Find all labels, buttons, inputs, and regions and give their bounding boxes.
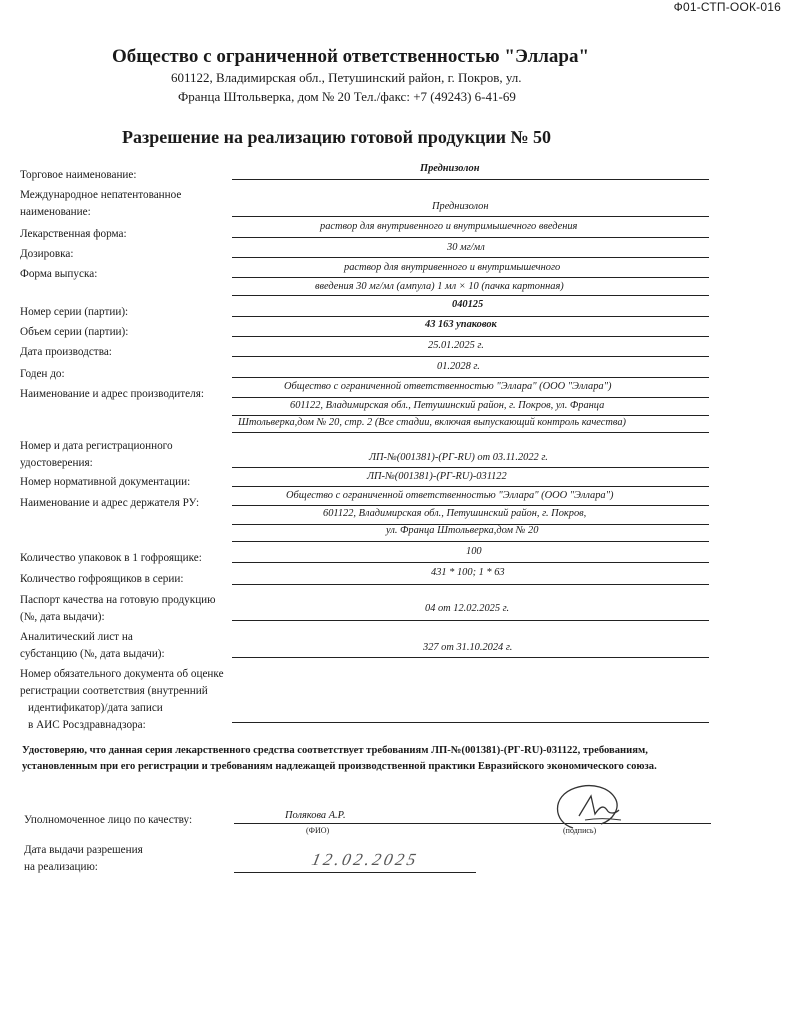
conformity-label-line-4: в АИС Росздравнадзора: (28, 719, 146, 731)
expiry-value: 01.2028 г. (437, 361, 480, 372)
batch-number-value: 040125 (452, 299, 484, 310)
holder-value-line-1: Общество с ограниченной ответственностью "Эллара" (ООО "Эллара") (286, 490, 614, 501)
passport-rule (232, 620, 709, 621)
issue-date-label-line-1: Дата выдачи разрешения (24, 844, 143, 856)
release-form-value-line-2: введения 30 мг/мл (ампула) 1 мл × 10 (пачка картонная) (315, 281, 564, 292)
manufacturer-rule-1 (232, 397, 709, 398)
dosage-value: 30 мг/мл (447, 242, 485, 253)
dosage-label: Дозировка: (20, 248, 74, 260)
trade-name-value: Преднизолон (420, 163, 480, 174)
normative-doc-value: ЛП-№(001381)-(РГ-RU)-031122 (367, 471, 507, 482)
boxes-in-batch-rule (232, 584, 709, 585)
expiry-label: Годен до: (20, 368, 65, 380)
dosage-form-label: Лекарственная форма: (20, 228, 127, 240)
batch-volume-value: 43 163 упаковок (425, 319, 497, 330)
trade-name-rule (232, 179, 709, 180)
batch-volume-label: Объем серии (партии): (20, 326, 129, 338)
passport-label-line-1: Паспорт качества на готовую продукцию (20, 594, 216, 606)
document-title: Разрешение на реализацию готовой продукции № 50 (122, 127, 552, 147)
passport-value: 04 от 12.02.2025 г. (425, 603, 510, 614)
holder-label: Наименование и адрес держателя РУ: (20, 497, 200, 509)
inn-value: Преднизолон (432, 201, 489, 212)
batch-volume-rule (232, 336, 709, 337)
conformity-label-line-3: идентификатор)/дата записи (28, 702, 163, 714)
dosage-form-value: раствор для внутривенного и внутримышечного введения (320, 221, 578, 232)
qualified-person-name: Полякова А.Р. (285, 810, 346, 821)
certification-statement: Удостоверяю, что данная серия лекарственного средства соответствует требованиям ЛП-№(001381)-(РГ-RU)-031122, требованиям, установленным при его регистрации и требованиям надлежащей производственной практики Евразийского экономического союза. (22, 745, 657, 772)
release-form-rule-1 (232, 277, 709, 278)
registration-rule (232, 467, 709, 468)
company-address-line-1: 601122, Владимирская обл., Петушинский район, г. Покров, ул. (171, 70, 522, 85)
production-date-label: Дата производства: (20, 346, 112, 358)
analytical-rule (232, 657, 709, 658)
packs-per-box-label: Количество упаковок в 1 гофроящике: (20, 552, 202, 564)
manufacturer-value-line-3: Штольверка,дом № 20, стр. 2 (Все стадии, включая выпускающий контроль качества) (238, 417, 626, 428)
packs-per-box-rule (232, 562, 709, 563)
company-address-line-2: Франца Штольверка, дом № 20 Тел./факс: +7 (49243) 6-41-69 (178, 89, 516, 104)
analytical-label-line-1: Аналитический лист на (20, 631, 133, 643)
production-date-value: 25.01.2025 г. (428, 340, 484, 351)
analytical-label-line-2: субстанцию (№, дата выдачи): (20, 648, 165, 660)
boxes-in-batch-label: Количество гофроящиков в серии: (20, 573, 184, 585)
holder-value-line-2: 601122, Владимирская обл., Петушинский район, г. Покров, (323, 508, 587, 519)
signoff-rule (234, 823, 711, 824)
dosage-rule (232, 257, 709, 258)
normative-doc-label: Номер нормативной документации: (20, 476, 191, 488)
registration-value: ЛП-№(001381)-(РГ-RU) от 03.11.2022 г. (369, 452, 548, 463)
manufacturer-label: Наименование и адрес производителя: (20, 388, 204, 400)
conformity-label-line-1: Номер обязательного документа об оценке (20, 668, 224, 680)
production-date-rule (232, 356, 709, 357)
issue-date-label-line-2: на реализацию: (24, 861, 98, 873)
inn-label-line-2: наименование: (20, 206, 91, 218)
manufacturer-value-line-1: Общество с ограниченной ответственностью "Эллара" (ООО "Эллара") (284, 381, 612, 392)
registration-label-line-1: Номер и дата регистрационного (20, 440, 173, 452)
name-caption: (ФИО) (306, 826, 330, 835)
packs-per-box-value: 100 (466, 546, 482, 557)
trade-name-label: Торговое наименование: (20, 169, 137, 181)
expiry-rule (232, 377, 709, 378)
batch-number-rule (232, 316, 709, 317)
analytical-value: 327 от 31.10.2024 г. (423, 642, 513, 653)
holder-rule-3 (232, 541, 709, 542)
company-name: Общество с ограниченной ответственностью "Эллара" (112, 46, 590, 67)
signature-mark (545, 774, 635, 834)
registration-label-line-2: удостоверения: (20, 457, 93, 469)
release-form-value-line-1: раствор для внутривенного и внутримышечного (344, 262, 561, 273)
boxes-in-batch-value: 431 * 100; 1 * 63 (431, 567, 505, 578)
manufacturer-rule-3 (232, 432, 709, 433)
qualified-person-label: Уполномоченное лицо по качеству: (24, 814, 193, 826)
release-form-rule-2 (232, 295, 709, 296)
conformity-rule (232, 722, 709, 723)
manufacturer-value-line-2: 601122, Владимирская обл., Петушинский район, г. Покров, ул. Франца (290, 400, 605, 411)
issue-date-handwritten: 12.02.2025 (310, 850, 421, 869)
dosage-form-rule (232, 237, 709, 238)
conformity-label-line-2: регистрации соответствия (внутренний (20, 685, 208, 697)
holder-rule-1 (232, 505, 709, 506)
document-code: Ф01-СТП-ООК-016 (673, 0, 781, 14)
inn-label-line-1: Международное непатентованное (20, 189, 182, 201)
signature-caption: (подпись) (563, 826, 597, 835)
passport-label-line-2: (№, дата выдачи): (20, 611, 105, 623)
manufacturer-rule-2 (232, 415, 709, 416)
batch-number-label: Номер серии (партии): (20, 306, 129, 318)
normative-doc-rule (232, 486, 709, 487)
release-form-label: Форма выпуска: (20, 268, 98, 280)
inn-rule (232, 216, 709, 217)
issue-date-rule (234, 872, 476, 873)
holder-value-line-3: ул. Франца Штольверка,дом № 20 (386, 525, 539, 536)
